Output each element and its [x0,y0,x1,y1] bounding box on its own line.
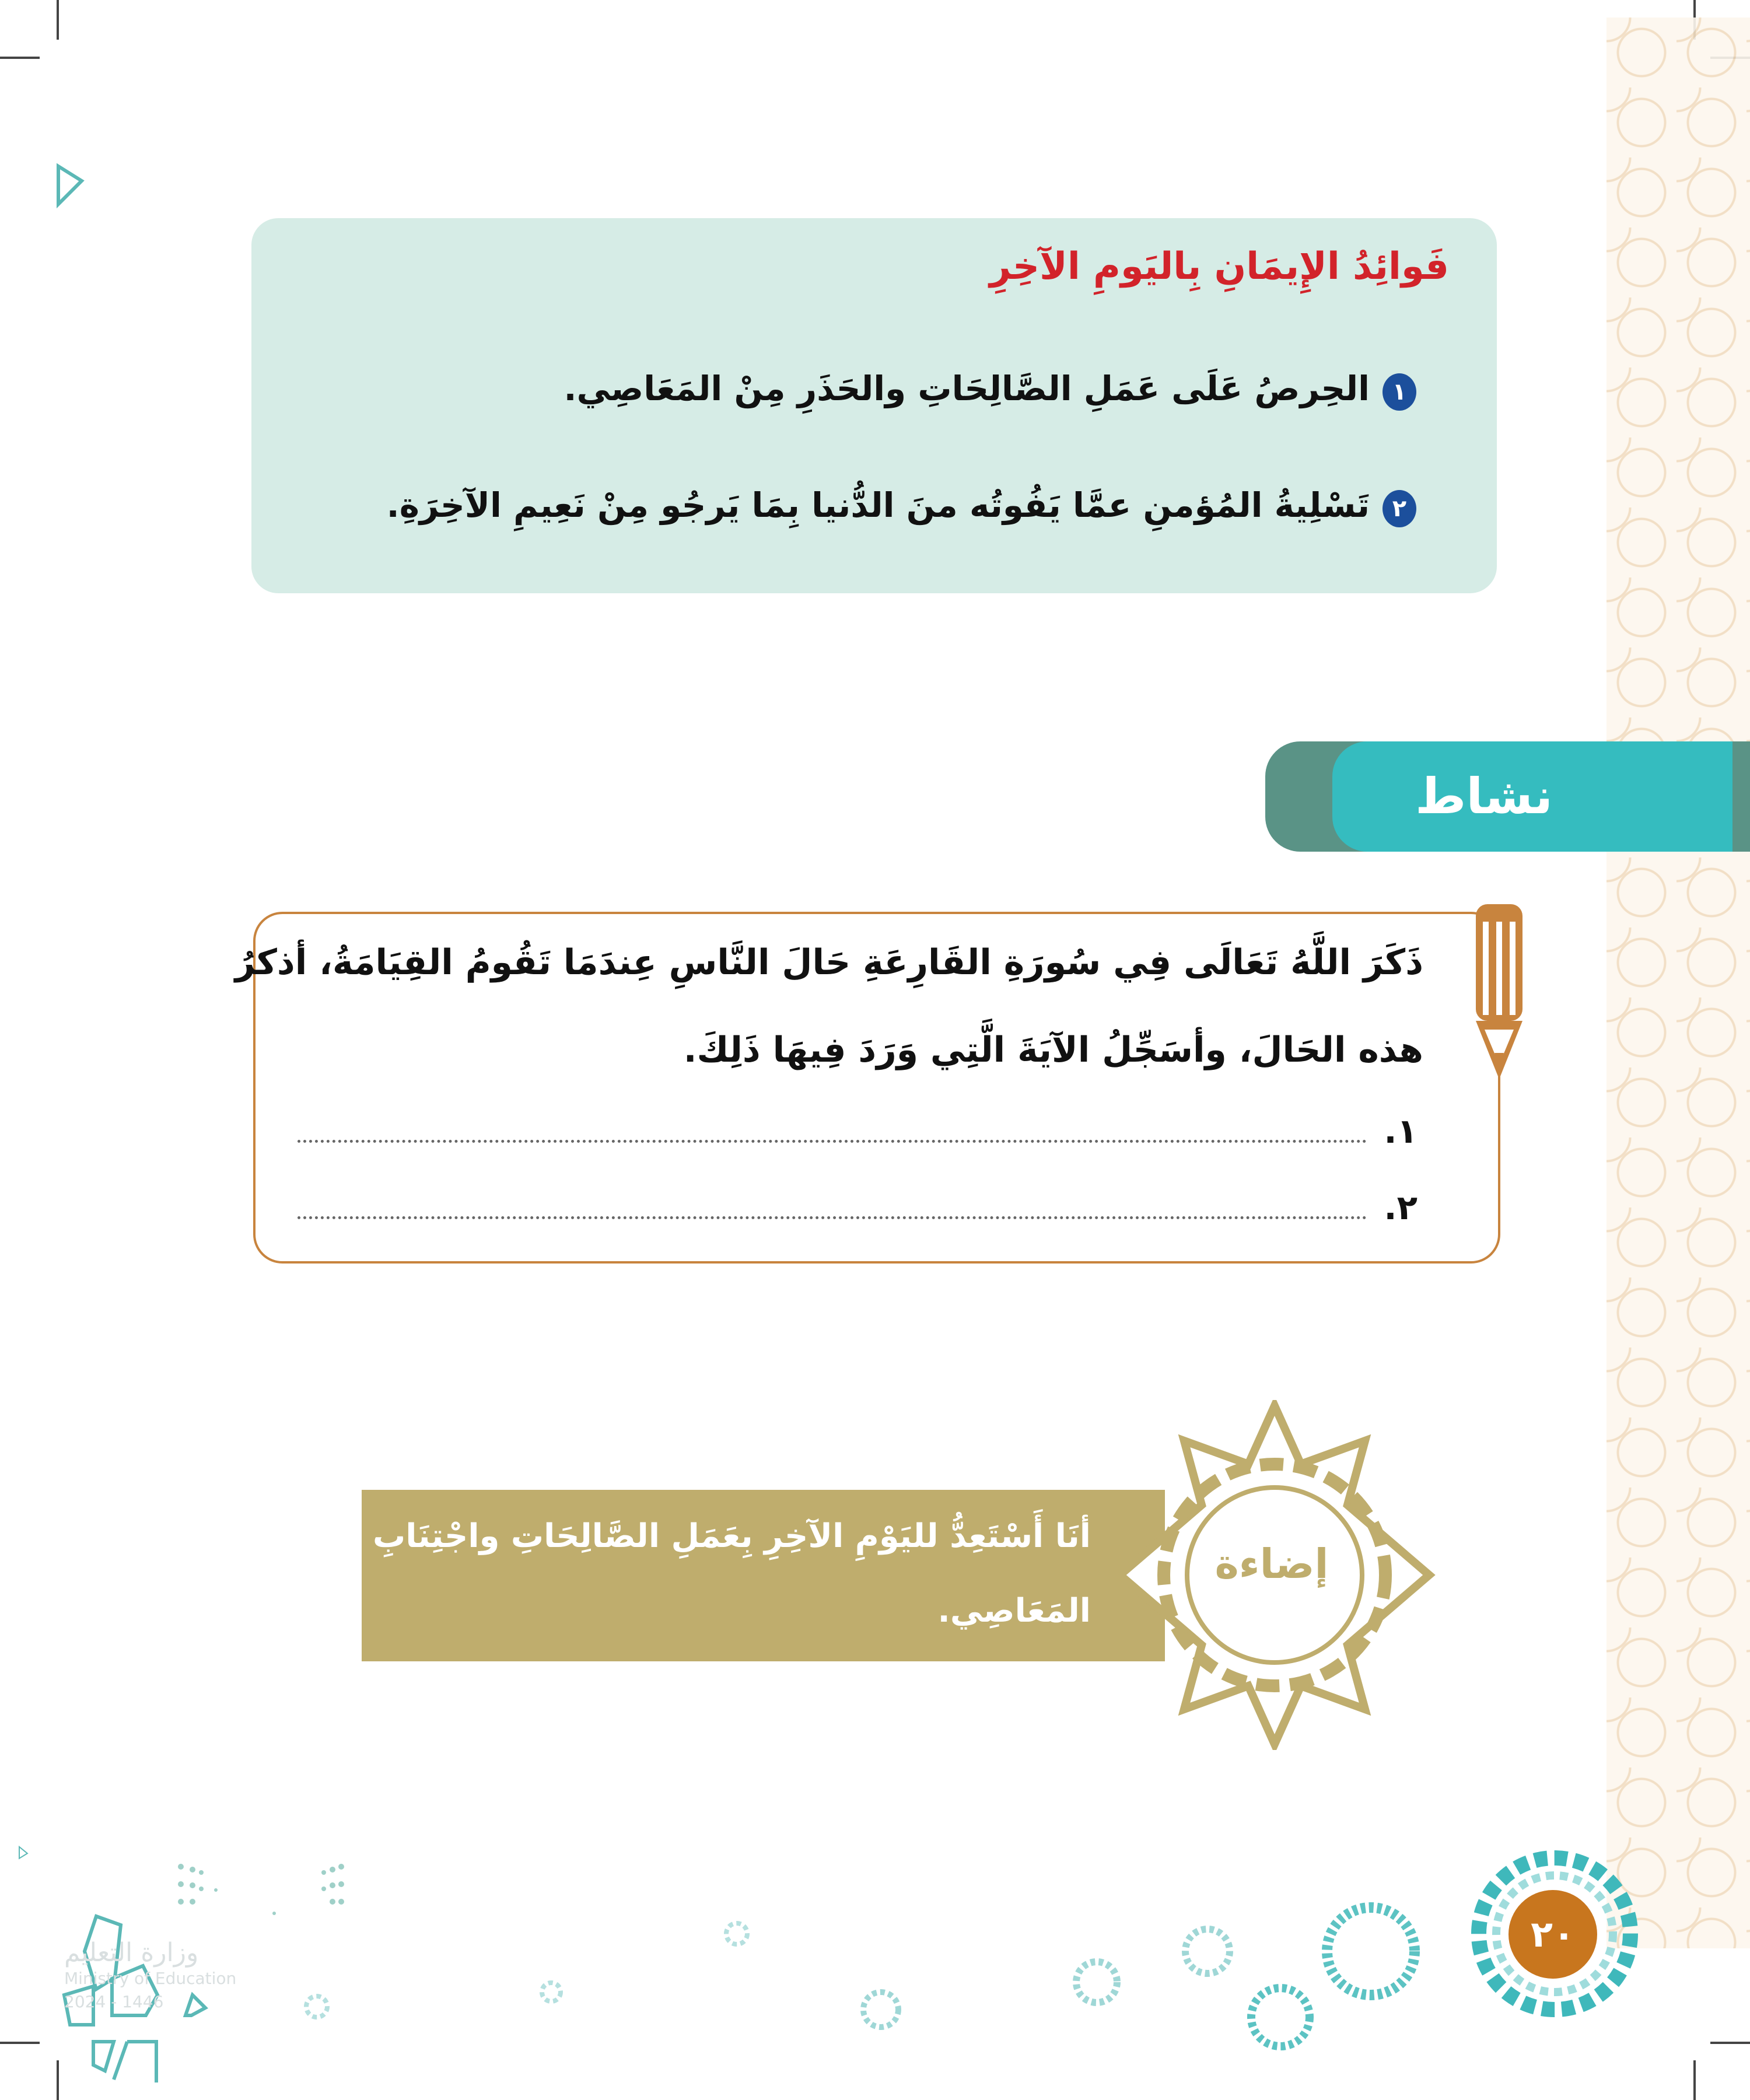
ministry-logo-shapes [19,166,205,2082]
dotted-answer-field[interactable] [298,1140,1367,1143]
page-number: ٢٠ [1508,1890,1597,1979]
answer-line-2[interactable] [298,1188,1418,1227]
small-rosette-icon [1327,1908,1415,1995]
dotted-answer-field[interactable] [298,1216,1367,1219]
decorative-pattern-strip [1606,18,1750,1948]
crop-mark [1710,2042,1750,2044]
illumination-text: أنَا أَسْتَعِدُّ لليَوْمِ الآخِرِ بِعَمَلِ الصَّالِحَاتِ واجْتِنَابِ المَعَاصِي. [373,1517,1091,1630]
ministry-logo-arabic: وزارة التعليم [64,1938,199,1968]
benefit-item [387,485,1416,525]
benefit-item [564,369,1416,408]
illumination-label: إضاءة [1214,1540,1329,1588]
small-rosette-icon [1185,1929,1230,1973]
answer-line-1[interactable] [298,1111,1418,1151]
answer-number: ١. [1384,1111,1418,1151]
activity-prompt-line1: ذَكَرَ اللَّهُ تَعَالَى فِي سُورَةِ القَارِعَةِ حَالَ النَّاسِ عِندَمَا تَقُومُ القِيَامَةُ، أذكرُ [235,942,1423,983]
small-rosette-icon [863,1992,898,2027]
small-rosette-icon [1251,1988,1310,2046]
answer-number: ٢. [1384,1188,1418,1227]
ministry-logo-english: Ministry of Education [64,1969,237,1988]
number-badge: ١ [1382,373,1416,411]
benefit-text: الحِرصُ عَلَى عَمَلِ الصَّالِحَاتِ والحَذَرِ مِنْ المَعَاصِي. [564,369,1370,408]
crop-mark [57,2060,59,2100]
number-badge: ٢ [1382,490,1416,527]
activity-label: نشاط [1415,768,1553,825]
pencil-icon [1470,898,1528,1085]
small-rosette-icon [542,1983,561,2001]
small-rosette-icon [1076,1962,1117,2003]
ministry-logo-year: 2024 - 1446 [64,1992,164,2011]
crop-mark [0,2042,40,2044]
small-rosette-icon [726,1923,747,1944]
small-rosette-icon [306,1996,327,2017]
benefit-text: تَسْلِيةُ المُؤمنِ عمَّا يَفُوتُه منَ الدُّنيا بِمَا يَرجُو مِنْ نَعِيمِ الآخِرَةِ. [386,485,1370,525]
crop-mark [57,0,59,40]
crop-mark [0,57,40,59]
benefits-title: فَوائِدُ الإِيمَانِ بِاليَومِ الآخِرِ [989,245,1449,288]
activity-prompt-line2: هذه الحَالَ، وأسَجِّلُ الآيَةَ الَّتِي وَرَدَ فِيهَا ذَلِكَ. [683,1030,1423,1070]
crop-mark [1693,2060,1696,2100]
